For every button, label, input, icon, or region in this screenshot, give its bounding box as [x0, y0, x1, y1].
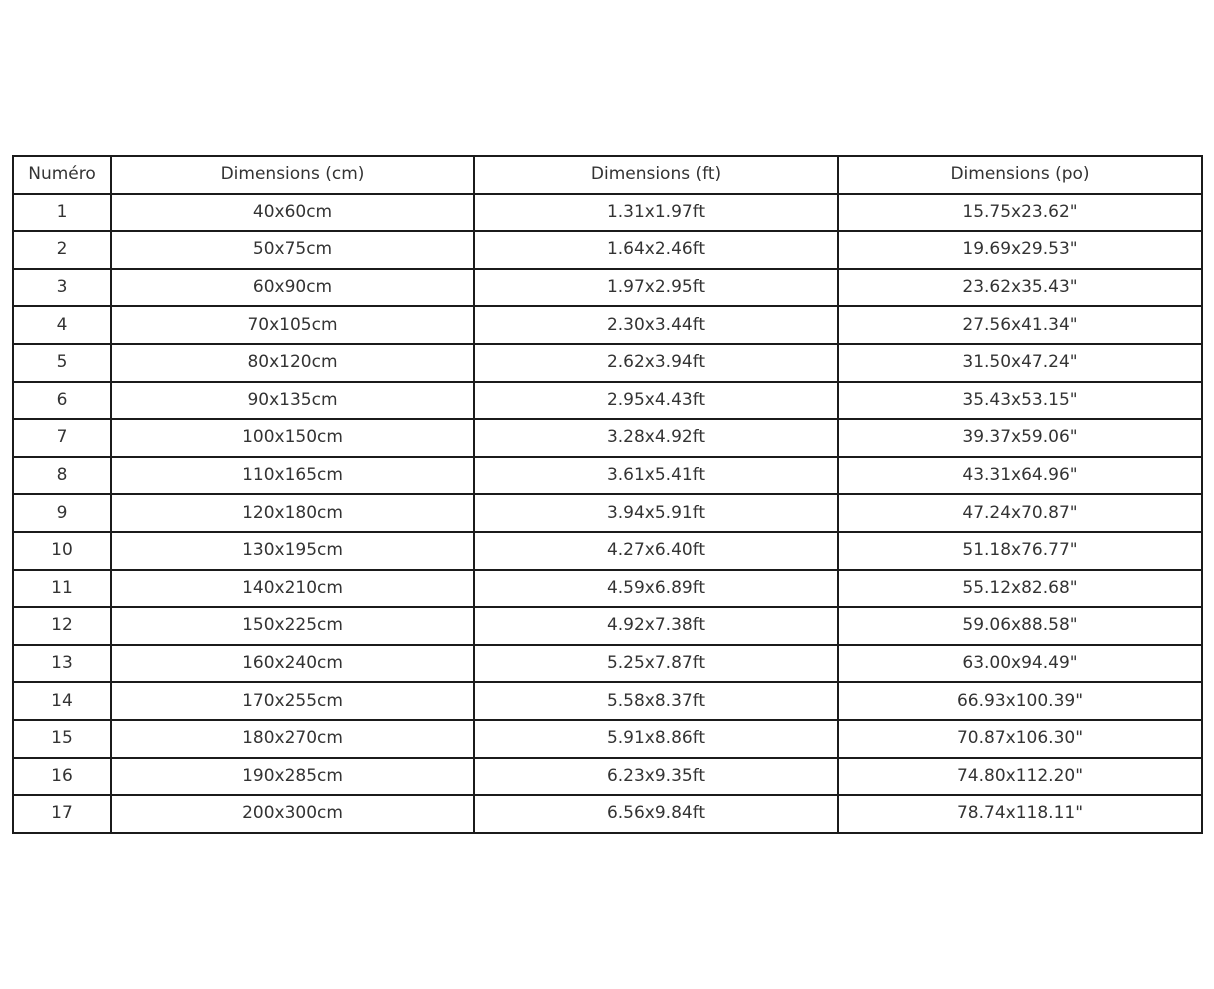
- cell-dimensions-cm: 150x225cm: [111, 607, 474, 645]
- cell-dimensions-cm: 190x285cm: [111, 758, 474, 796]
- dimensions-conversion-table: [12, 155, 1203, 834]
- cell-dimensions-po: 59.06x88.58": [838, 607, 1202, 645]
- cell-dimensions-po: 74.80x112.20": [838, 758, 1202, 796]
- cell-dimensions-po: 47.24x70.87": [838, 494, 1202, 532]
- cell-dimensions-po: 70.87x106.30": [838, 720, 1202, 758]
- cell-dimensions-cm: 40x60cm: [111, 194, 474, 232]
- cell-numero: 8: [13, 457, 111, 495]
- cell-dimensions-ft: 5.58x8.37ft: [474, 682, 838, 720]
- cell-dimensions-po: 27.56x41.34": [838, 306, 1202, 344]
- table-row: [13, 607, 1202, 645]
- header-numero: Numéro: [13, 156, 111, 194]
- cell-numero: 4: [13, 306, 111, 344]
- cell-numero: 9: [13, 494, 111, 532]
- cell-dimensions-ft: 4.92x7.38ft: [474, 607, 838, 645]
- cell-dimensions-po: 23.62x35.43": [838, 269, 1202, 307]
- cell-dimensions-po: 55.12x82.68": [838, 570, 1202, 608]
- cell-numero: 2: [13, 231, 111, 269]
- cell-numero: 15: [13, 720, 111, 758]
- table-row: [13, 231, 1202, 269]
- cell-numero: 13: [13, 645, 111, 683]
- table-header-row: [13, 156, 1202, 194]
- table-row: [13, 194, 1202, 232]
- cell-dimensions-po: 43.31x64.96": [838, 457, 1202, 495]
- header-dimensions-po: Dimensions (po): [838, 156, 1202, 194]
- table-row: [13, 269, 1202, 307]
- cell-dimensions-po: 66.93x100.39": [838, 682, 1202, 720]
- cell-dimensions-cm: 160x240cm: [111, 645, 474, 683]
- cell-numero: 1: [13, 194, 111, 232]
- cell-dimensions-ft: 2.95x4.43ft: [474, 382, 838, 420]
- table-row: [13, 682, 1202, 720]
- table-row: [13, 344, 1202, 382]
- cell-numero: 7: [13, 419, 111, 457]
- cell-dimensions-ft: 6.56x9.84ft: [474, 795, 838, 833]
- cell-dimensions-ft: 1.31x1.97ft: [474, 194, 838, 232]
- cell-dimensions-po: 15.75x23.62": [838, 194, 1202, 232]
- cell-dimensions-cm: 120x180cm: [111, 494, 474, 532]
- cell-dimensions-cm: 70x105cm: [111, 306, 474, 344]
- cell-dimensions-ft: 1.97x2.95ft: [474, 269, 838, 307]
- cell-dimensions-cm: 80x120cm: [111, 344, 474, 382]
- cell-dimensions-po: 31.50x47.24": [838, 344, 1202, 382]
- cell-dimensions-cm: 100x150cm: [111, 419, 474, 457]
- table-row: [13, 382, 1202, 420]
- table-row: [13, 532, 1202, 570]
- cell-dimensions-cm: 60x90cm: [111, 269, 474, 307]
- header-dimensions-cm: Dimensions (cm): [111, 156, 474, 194]
- cell-numero: 12: [13, 607, 111, 645]
- cell-dimensions-po: 63.00x94.49": [838, 645, 1202, 683]
- cell-dimensions-ft: 3.94x5.91ft: [474, 494, 838, 532]
- table-row: [13, 758, 1202, 796]
- cell-dimensions-ft: 6.23x9.35ft: [474, 758, 838, 796]
- cell-dimensions-cm: 180x270cm: [111, 720, 474, 758]
- table-row: [13, 306, 1202, 344]
- cell-numero: 3: [13, 269, 111, 307]
- table-row: [13, 494, 1202, 532]
- cell-dimensions-cm: 110x165cm: [111, 457, 474, 495]
- cell-numero: 6: [13, 382, 111, 420]
- cell-dimensions-ft: 2.30x3.44ft: [474, 306, 838, 344]
- cell-dimensions-cm: 200x300cm: [111, 795, 474, 833]
- cell-dimensions-po: 19.69x29.53": [838, 231, 1202, 269]
- cell-dimensions-ft: 3.61x5.41ft: [474, 457, 838, 495]
- cell-dimensions-ft: 5.25x7.87ft: [474, 645, 838, 683]
- cell-dimensions-ft: 3.28x4.92ft: [474, 419, 838, 457]
- table-row: [13, 570, 1202, 608]
- cell-dimensions-ft: 4.27x6.40ft: [474, 532, 838, 570]
- cell-dimensions-ft: 4.59x6.89ft: [474, 570, 838, 608]
- cell-dimensions-po: 39.37x59.06": [838, 419, 1202, 457]
- cell-dimensions-ft: 2.62x3.94ft: [474, 344, 838, 382]
- dimensions-table-container: [12, 155, 1201, 832]
- cell-dimensions-po: 35.43x53.15": [838, 382, 1202, 420]
- cell-dimensions-ft: 1.64x2.46ft: [474, 231, 838, 269]
- table-row: [13, 419, 1202, 457]
- cell-dimensions-cm: 90x135cm: [111, 382, 474, 420]
- header-dimensions-ft: Dimensions (ft): [474, 156, 838, 194]
- cell-numero: 11: [13, 570, 111, 608]
- table-row: [13, 457, 1202, 495]
- cell-numero: 14: [13, 682, 111, 720]
- cell-numero: 10: [13, 532, 111, 570]
- cell-numero: 5: [13, 344, 111, 382]
- cell-dimensions-cm: 170x255cm: [111, 682, 474, 720]
- table-row: [13, 645, 1202, 683]
- cell-numero: 16: [13, 758, 111, 796]
- cell-dimensions-po: 51.18x76.77": [838, 532, 1202, 570]
- cell-numero: 17: [13, 795, 111, 833]
- table-row: [13, 795, 1202, 833]
- cell-dimensions-cm: 130x195cm: [111, 532, 474, 570]
- cell-dimensions-po: 78.74x118.11": [838, 795, 1202, 833]
- cell-dimensions-cm: 140x210cm: [111, 570, 474, 608]
- cell-dimensions-ft: 5.91x8.86ft: [474, 720, 838, 758]
- table-row: [13, 720, 1202, 758]
- cell-dimensions-cm: 50x75cm: [111, 231, 474, 269]
